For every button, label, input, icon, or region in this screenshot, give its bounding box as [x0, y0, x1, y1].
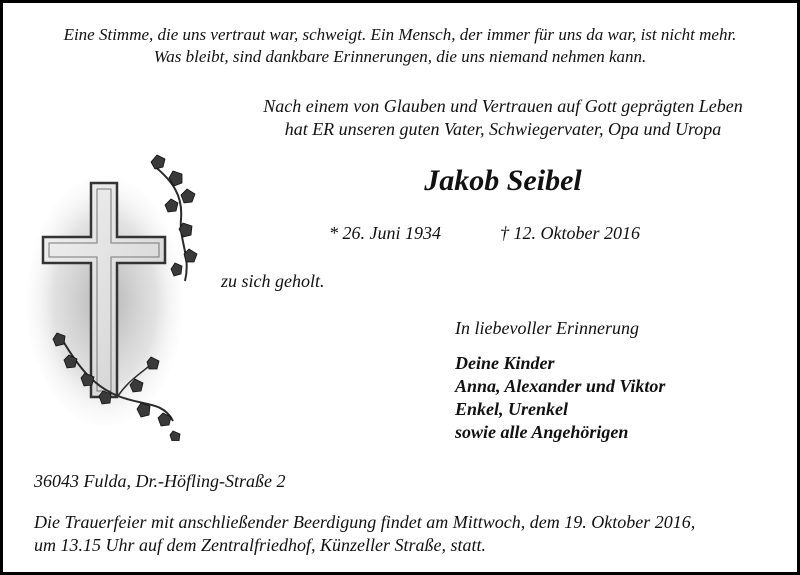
closing-text: zu sich geholt. [221, 271, 325, 291]
mourner-line: Anna, Alexander und Viktor [455, 376, 666, 396]
intro-line-1: Eine Stimme, die uns vertraut war, schweigt. Ein Mensch, der immer für uns da war, ist nicht mehr. [63, 25, 737, 44]
intro-line-2: Was bleibt, sind dankbare Erinnerungen, die uns niemand nehmen kann. [153, 47, 647, 66]
lead-line-1: Nach einem von Glauben und Vertrauen auf Gott geprägten Leben [263, 96, 743, 116]
death-date: † 12. Oktober 2016 [500, 223, 640, 243]
address-text: 36043 Fulda, Dr.-Höfling-Straße 2 [34, 471, 286, 491]
mourner-line: Enkel, Urenkel [455, 399, 569, 419]
funeral-line-2: um 13.15 Uhr auf dem Zentralfriedhof, Künzeller Straße, statt. [34, 535, 486, 555]
mourner-line: sowie alle Angehörigen [455, 422, 629, 442]
lead-line-2: hat ER unseren guten Vater, Schwiegervater, Opa und Uropa [284, 119, 722, 139]
funeral-line-1: Die Trauerfeier mit anschließender Beerdigung findet am Mittwoch, dem 19. Oktober 2016, [34, 512, 696, 532]
birth-date: * 26. Juni 1934 [329, 223, 441, 243]
remembrance-text: In liebevoller Erinnerung [455, 318, 639, 338]
deceased-name: Jakob Seibel [424, 164, 582, 197]
mourner-line: Deine Kinder [455, 353, 555, 373]
cross-with-ivy-icon [23, 141, 213, 441]
